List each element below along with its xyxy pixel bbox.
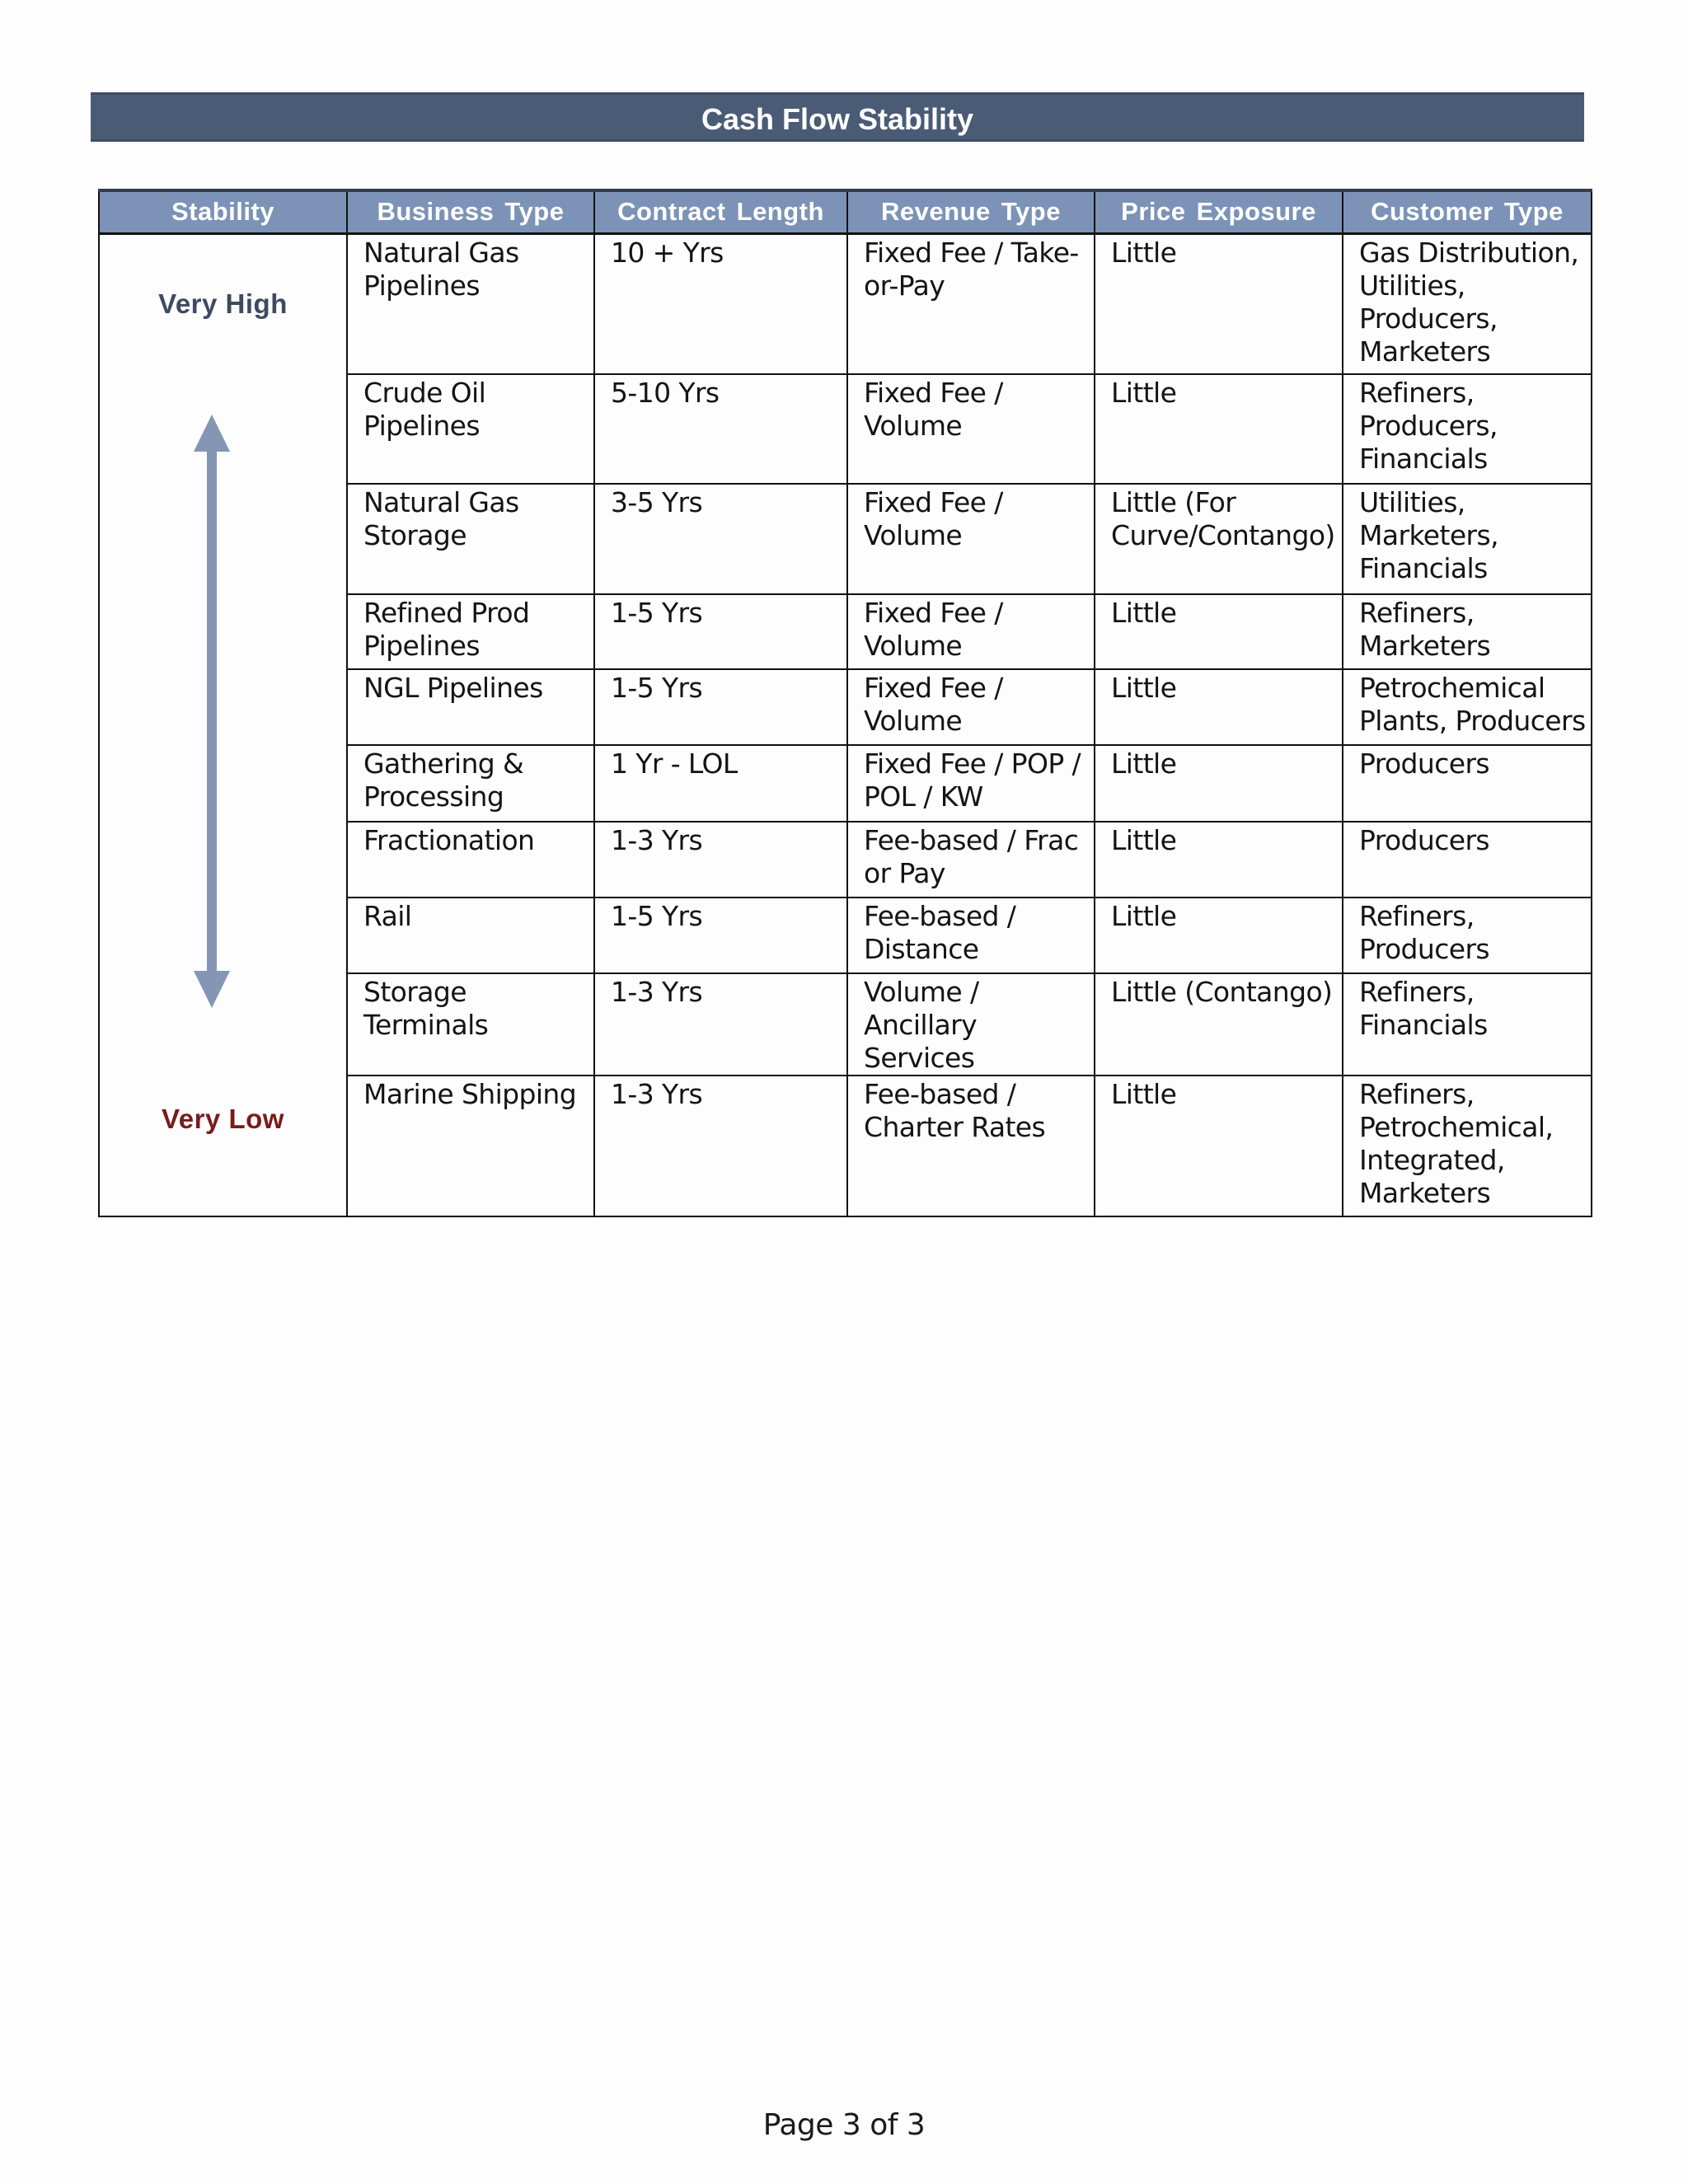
revenue-type-cell: Fee-based / Frac or Pay [847, 822, 1095, 898]
revenue-type-cell: Fee-based / Charter Rates [847, 1076, 1095, 1216]
price-exposure-cell: Little [1095, 669, 1343, 745]
price-exposure-cell: Little [1095, 1076, 1343, 1216]
price-exposure-cell: Little [1095, 594, 1343, 669]
contract-length-cell: 1-3 Yrs [594, 822, 847, 898]
contract-length-cell: 1-5 Yrs [594, 898, 847, 973]
page-title: Cash Flow Stability [91, 92, 1584, 142]
price-exposure-cell: Little [1095, 822, 1343, 898]
contract-length-cell: 1-3 Yrs [594, 1076, 847, 1216]
customer-type-cell: Gas Distribution, Utilities, Producers, Marketers [1343, 233, 1592, 374]
business-type-cell: NGL Pipelines [347, 669, 594, 745]
table-row [99, 233, 1592, 374]
column-header-contract-length: Contract Length [594, 190, 847, 233]
business-type-cell: Crude Oil Pipelines [347, 374, 594, 484]
customer-type-cell: Petrochemical Plants, Producers [1343, 669, 1592, 745]
revenue-type-cell: Fixed Fee / POP / POL / KW [847, 745, 1095, 822]
page-number: Page 3 of 3 [762, 2108, 926, 2142]
business-type-cell: Gathering & Processing [347, 745, 594, 822]
business-type-cell: Natural Gas Pipelines [347, 233, 594, 374]
customer-type-cell: Producers [1343, 745, 1592, 822]
business-type-cell: Storage Terminals [347, 973, 594, 1076]
stability-very-low-label: Very Low [162, 1103, 284, 1134]
price-exposure-cell: Little (Contango) [1095, 973, 1343, 1076]
customer-type-cell: Refiners, Marketers [1343, 594, 1592, 669]
contract-length-cell: 1-5 Yrs [594, 669, 847, 745]
contract-length-cell: 10 + Yrs [594, 233, 847, 374]
customer-type-cell: Refiners, Producers, Financials [1343, 374, 1592, 484]
column-header-business-type: Business Type [347, 190, 594, 233]
customer-type-cell: Refiners, Financials [1343, 973, 1592, 1076]
column-header-customer-type: Customer Type [1343, 190, 1592, 233]
double-arrow-icon [192, 415, 232, 1008]
contract-length-cell: 1 Yr - LOL [594, 745, 847, 822]
price-exposure-cell: Little [1095, 898, 1343, 973]
customer-type-cell: Refiners, Producers [1343, 898, 1592, 973]
contract-length-cell: 1-3 Yrs [594, 973, 847, 1076]
contract-length-cell: 3-5 Yrs [594, 484, 847, 594]
revenue-type-cell: Fixed Fee / Take- or-Pay [847, 233, 1095, 374]
column-header-price-exposure: Price Exposure [1095, 190, 1343, 233]
contract-length-cell: 5-10 Yrs [594, 374, 847, 484]
business-type-cell: Rail [347, 898, 594, 973]
cash-flow-stability-table [98, 189, 1592, 1217]
customer-type-cell: Producers [1343, 822, 1592, 898]
business-type-cell: Marine Shipping [347, 1076, 594, 1216]
stability-scale-cell [99, 233, 347, 1216]
contract-length-cell: 1-5 Yrs [594, 594, 847, 669]
business-type-cell: Refined Prod Pipelines [347, 594, 594, 669]
business-type-cell: Fractionation [347, 822, 594, 898]
revenue-type-cell: Volume / Ancillary Services [847, 973, 1095, 1076]
revenue-type-cell: Fixed Fee / Volume [847, 669, 1095, 745]
revenue-type-cell: Fixed Fee / Volume [847, 484, 1095, 594]
customer-type-cell: Utilities, Marketers, Financials [1343, 484, 1592, 594]
revenue-type-cell: Fee-based / Distance [847, 898, 1095, 973]
customer-type-cell: Refiners, Petrochemical, Integrated, Marketers [1343, 1076, 1592, 1216]
stability-very-high-label: Very High [158, 288, 288, 319]
business-type-cell: Natural Gas Storage [347, 484, 594, 594]
price-exposure-cell: Little [1095, 374, 1343, 484]
revenue-type-cell: Fixed Fee / Volume [847, 374, 1095, 484]
price-exposure-cell: Little [1095, 745, 1343, 822]
price-exposure-cell: Little [1095, 233, 1343, 374]
revenue-type-cell: Fixed Fee / Volume [847, 594, 1095, 669]
column-header-stability: Stability [99, 190, 347, 233]
price-exposure-cell: Little (For Curve/Contango) [1095, 484, 1343, 594]
column-header-revenue-type: Revenue Type [847, 190, 1095, 233]
table-header-row [99, 190, 1592, 233]
